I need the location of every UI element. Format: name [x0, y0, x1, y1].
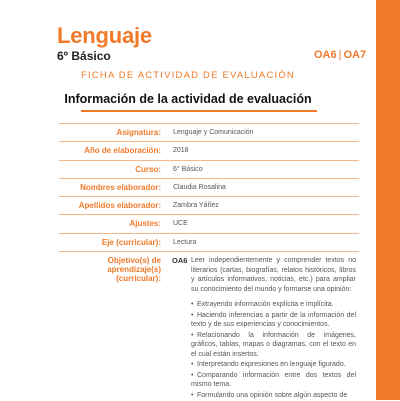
info-row-year [59, 142, 359, 160]
row-value: Lectura [169, 233, 359, 251]
list-item [191, 300, 356, 310]
row-label: Ajustes: [59, 215, 169, 233]
objective-text: Leer independientemente y comprender textos no literarios (cartas, biografías, relatos históricos, libros y artículos informativos, noticias, etc.) para ampliar su conocimiento del mundo y formarse una opinión: [191, 257, 356, 293]
right-accent-bar [376, 0, 400, 400]
info-row-course [59, 160, 359, 178]
oa-separator: | [338, 49, 342, 61]
row-value: Zambra Yáñez [169, 197, 359, 215]
oa-code-1: OA6 [314, 49, 337, 61]
objective-label-line: (curricular): [116, 274, 161, 284]
objective-bullet-list [191, 300, 356, 400]
bullet-dot-icon: • [191, 361, 194, 369]
list-item [191, 360, 356, 370]
objective-body [191, 256, 359, 401]
row-value: Claudia Rosalina [169, 178, 359, 196]
row-label: Curso: [59, 160, 169, 178]
grade-label: 6º Básico [57, 49, 111, 63]
bullet-text: Interpretando expresiones en lenguaje figurado. [197, 361, 346, 369]
list-item [191, 391, 356, 401]
info-row-author-names [59, 178, 359, 196]
objective-label [59, 252, 169, 401]
row-value: UCE [169, 215, 359, 233]
row-value: Lenguaje y Comunicación [169, 124, 359, 142]
row-value: 2018 [169, 142, 359, 160]
row-label: Asignatura: [59, 124, 169, 142]
subject-title: Lenguaje [57, 23, 152, 48]
bullet-dot-icon: • [191, 311, 194, 319]
list-item [191, 371, 356, 390]
ficha-title: FICHA DE ACTIVIDAD DE EVALUACIÓN [80, 70, 295, 81]
info-row-axis [59, 233, 359, 251]
list-item [191, 311, 356, 330]
bullet-dot-icon: • [191, 371, 194, 379]
bullet-text: Haciendo inferencias a partir de la información del texto y de sus experiencias y conocimientos. [191, 311, 356, 329]
objective-label-line: Objetivo(s) de [107, 256, 161, 266]
info-table [59, 123, 359, 401]
info-row-subject [59, 124, 359, 142]
row-label: Apellidos elaborador: [59, 197, 169, 215]
bullet-text: Formulando una opinión sobre algún aspecto de [197, 391, 348, 399]
info-title-underline [81, 110, 317, 112]
row-label: Año de elaboración: [59, 142, 169, 160]
bullet-text: Comparando información entre dos textos del mismo tema. [191, 371, 356, 389]
oa-codes [314, 49, 366, 61]
row-value: 6° Básico [169, 160, 359, 178]
objective-value [169, 252, 359, 401]
bullet-dot-icon: • [191, 391, 194, 399]
bullet-text: Extrayendo información explícita e implícita. [197, 301, 334, 309]
bullet-dot-icon: • [191, 331, 194, 339]
info-row-adjustments [59, 215, 359, 233]
oa-code-2: OA7 [343, 49, 367, 61]
bullet-text: Relacionando la información de imágenes, gráficos, tablas, mapas o diagramas, con el texto en el cual están insertos. [191, 331, 356, 358]
row-label: Eje (curricular): [59, 233, 169, 251]
objective-content [169, 256, 359, 401]
info-row-objective [59, 252, 359, 401]
objective-label-line: aprendizaje(s) [107, 265, 161, 275]
info-row-author-surnames [59, 197, 359, 215]
row-label: Nombres elaborador: [59, 178, 169, 196]
info-section-title: Información de la actividad de evaluación [64, 92, 312, 106]
bullet-dot-icon: • [191, 301, 194, 309]
list-item [191, 331, 356, 360]
objective-code: OA6 [172, 256, 188, 266]
